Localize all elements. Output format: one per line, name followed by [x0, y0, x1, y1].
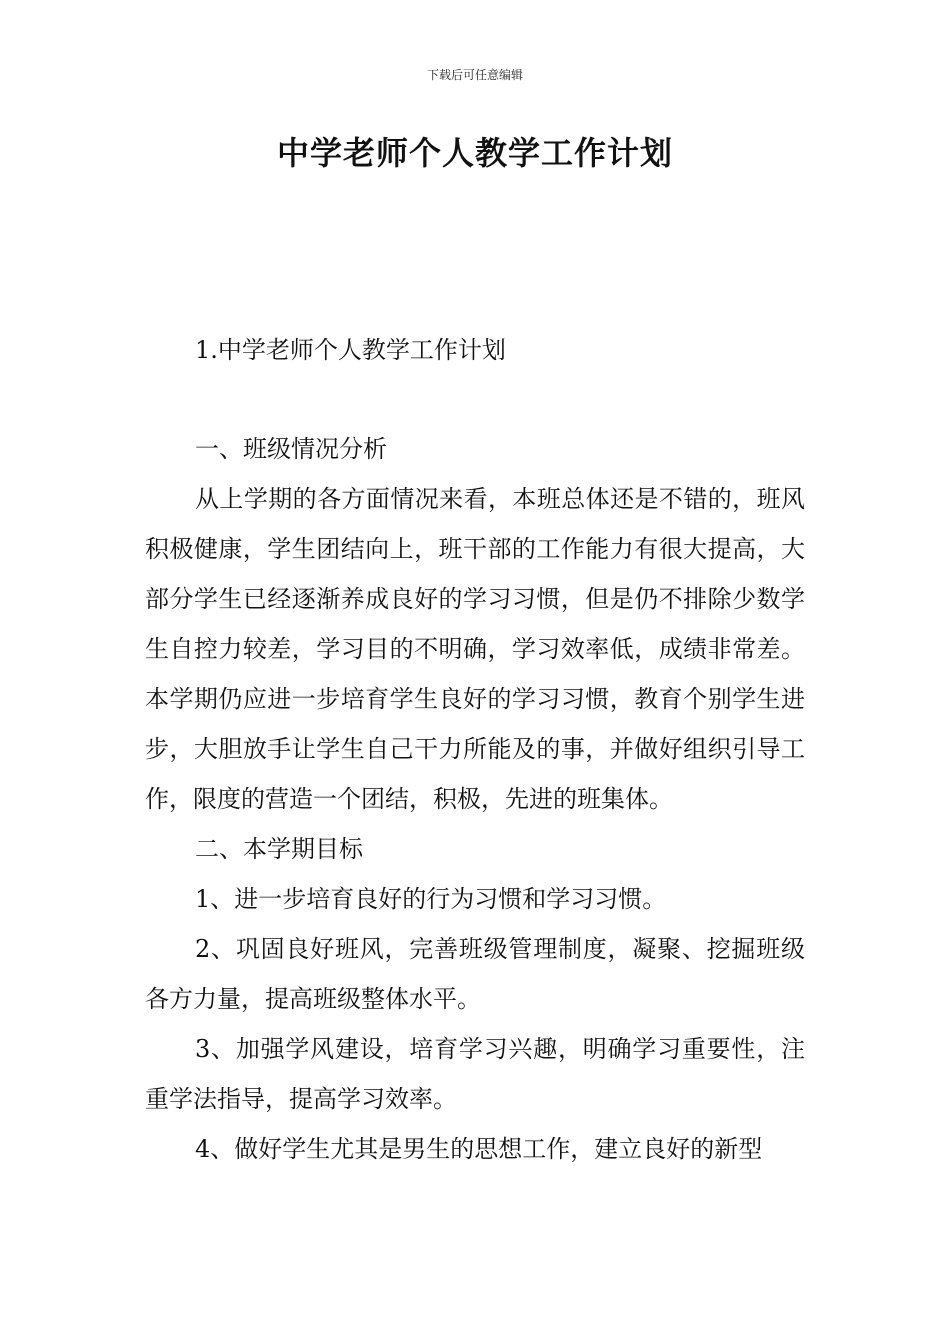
header-note: 下载后可任意编辑	[426, 68, 523, 82]
document-body	[145, 424, 805, 1174]
goal-item-1: 1、进一步培育良好的行为习惯和学习习惯。	[195, 885, 667, 913]
section-heading: 1.中学老师个人教学工作计划	[195, 336, 506, 364]
goal-item-3: 3、加强学风建设，培育学习兴趣，明确学习重要性，注重学法指导，提高学习效率。	[145, 1035, 805, 1113]
goal-item-4: 4、做好学生尤其是男生的思想工作，建立良好的新型	[195, 1135, 763, 1163]
heading-semester-goals: 二、本学期目标	[195, 835, 363, 863]
document-title: 中学老师个人教学工作计划	[276, 134, 673, 172]
paragraph-class-analysis: 从上学期的各方面情况来看，本班总体还是不错的，班风积极健康，学生团结向上，班干部的工作能力有很大提高，大部分学生已经逐渐养成良好的学习习惯，但是仍不排除少数学生自控力较差，学习目的不明确，学习效率低，成绩非常差。本学期仍应进一步培育学生良好的学习习惯，教育个别学生进步，大胆放手让学生自己干力所能及的事，并做好组织引导工作，限度的营造一个团结，积极，先进的班集体。	[145, 485, 805, 813]
heading-class-analysis: 一、班级情况分析	[195, 435, 387, 463]
goal-item-2: 2、巩固良好班风，完善班级管理制度，凝聚、挖掘班级各方力量，提高班级整体水平。	[145, 935, 805, 1013]
